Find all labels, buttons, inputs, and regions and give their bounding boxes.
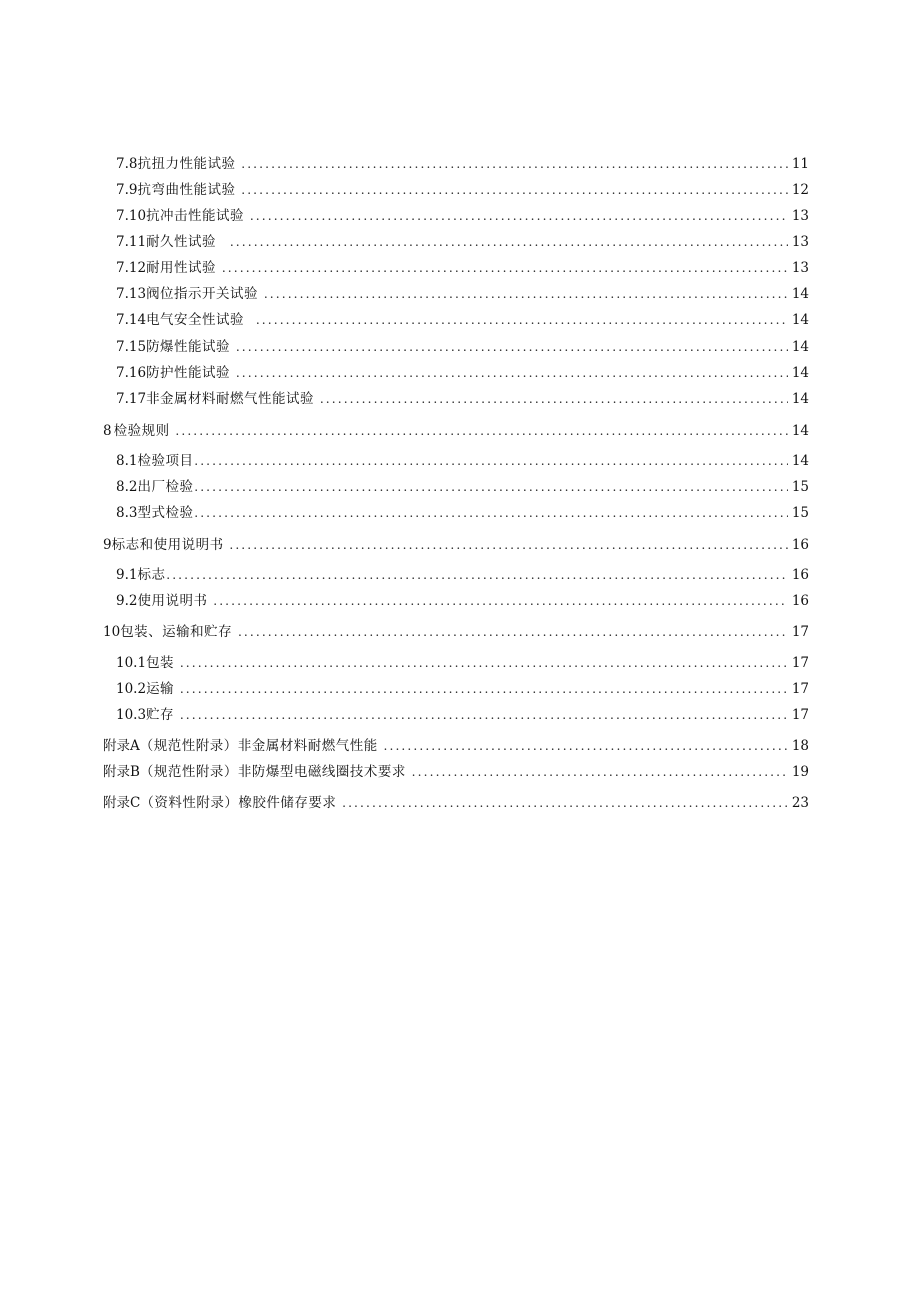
toc-leader-dots bbox=[230, 536, 788, 554]
toc-entry-appendix-a[interactable] bbox=[103, 737, 809, 755]
toc-entry-8[interactable] bbox=[103, 422, 809, 440]
toc-leader-dots bbox=[180, 680, 788, 698]
toc-entry-9-2[interactable] bbox=[116, 592, 809, 610]
toc-entry-page: 14 bbox=[791, 365, 809, 381]
toc-entry-8-1[interactable] bbox=[116, 452, 809, 470]
toc-entry-title: 包装 bbox=[146, 655, 175, 671]
toc-entry-title: 型式检验 bbox=[137, 505, 194, 521]
toc-leader-dots bbox=[320, 390, 788, 408]
toc-entry-page: 14 bbox=[791, 453, 809, 469]
toc-entry-number: 7.9 bbox=[116, 182, 138, 198]
toc-entry-7-8[interactable] bbox=[116, 155, 809, 173]
toc-entry-title: 电气安全性试验 bbox=[146, 312, 245, 328]
toc-entry-page: 17 bbox=[791, 624, 809, 640]
toc-entry-title: （资料性附录）橡胶件储存要求 bbox=[140, 795, 337, 811]
toc-entry-page: 17 bbox=[791, 707, 809, 723]
toc-entry-page: 15 bbox=[791, 479, 809, 495]
toc-leader-dots bbox=[180, 654, 788, 672]
toc-entry-page: 12 bbox=[791, 182, 809, 198]
toc-entry-number: 10.2 bbox=[116, 681, 147, 697]
toc-entry-title: 标志和使用说明书 bbox=[111, 537, 224, 553]
toc-entry-page: 13 bbox=[791, 260, 809, 276]
toc-entry-7-16[interactable] bbox=[116, 364, 809, 382]
toc-entry-page: 15 bbox=[791, 505, 809, 521]
toc-entry-title: 耐久性试验 bbox=[146, 234, 217, 250]
toc-entry-number: 7.14 bbox=[116, 312, 147, 328]
toc-entry-number: 9.1 bbox=[116, 567, 138, 583]
toc-leader-dots bbox=[213, 592, 787, 610]
toc-leader-dots bbox=[194, 478, 787, 496]
toc-leader-dots bbox=[194, 504, 787, 522]
toc-entry-page: 13 bbox=[791, 234, 809, 250]
toc-leader-dots bbox=[241, 181, 787, 199]
toc-leader-dots bbox=[384, 737, 788, 755]
toc-entry-7-14[interactable] bbox=[116, 311, 809, 329]
toc-entry-number: 8.1 bbox=[116, 453, 138, 469]
toc-entry-number: 7.13 bbox=[116, 286, 147, 302]
toc-entry-7-13[interactable] bbox=[116, 285, 809, 303]
toc-entry-title: 出厂检验 bbox=[137, 479, 194, 495]
toc-leader-dots bbox=[250, 207, 788, 225]
toc-entry-9-1[interactable] bbox=[116, 566, 809, 584]
toc-entry-number: 9.2 bbox=[116, 593, 138, 609]
toc-entry-page: 14 bbox=[791, 391, 809, 407]
toc-entry-number: 7.16 bbox=[116, 365, 147, 381]
toc-entry-number: 8.3 bbox=[116, 505, 138, 521]
toc-entry-title: 阀位指示开关试验 bbox=[146, 286, 259, 302]
toc-leader-dots bbox=[236, 364, 788, 382]
toc-entry-title: 检验项目 bbox=[137, 453, 194, 469]
toc-leader-dots bbox=[241, 155, 787, 173]
toc-entry-title: 标志 bbox=[137, 567, 166, 583]
toc-entry-8-3[interactable] bbox=[116, 504, 809, 522]
toc-entry-title: （规范性附录）非防爆型电磁线圈技术要求 bbox=[139, 764, 406, 780]
toc-entry-page: 11 bbox=[791, 156, 809, 172]
toc-entry-page: 13 bbox=[791, 208, 809, 224]
toc-leader-dots bbox=[236, 338, 788, 356]
toc-leader-dots bbox=[180, 706, 788, 724]
toc-entry-page: 17 bbox=[791, 681, 809, 697]
toc-entry-10-2[interactable] bbox=[116, 680, 809, 698]
toc-leader-dots bbox=[176, 422, 788, 440]
toc-leader-dots bbox=[238, 623, 788, 641]
toc-entry-page: 16 bbox=[791, 537, 809, 553]
toc-leader-dots bbox=[230, 233, 788, 251]
toc-leader-dots bbox=[342, 794, 787, 812]
toc-entry-7-9[interactable] bbox=[116, 181, 809, 199]
toc-entry-title: 检验规则 bbox=[113, 423, 170, 439]
toc-entry-8-2[interactable] bbox=[116, 478, 809, 496]
toc-entry-page: 18 bbox=[791, 738, 809, 754]
toc-leader-dots bbox=[264, 285, 788, 303]
toc-leader-dots bbox=[194, 452, 787, 470]
toc-entry-7-11[interactable] bbox=[116, 233, 809, 251]
toc-entry-page: 14 bbox=[791, 423, 809, 439]
toc-entry-title: 使用说明书 bbox=[137, 593, 208, 609]
toc-entry-number: 8 bbox=[103, 423, 112, 439]
toc-entry-9[interactable] bbox=[103, 536, 809, 554]
toc-entry-10-3[interactable] bbox=[116, 706, 809, 724]
toc-entry-appendix-b[interactable] bbox=[103, 763, 809, 781]
toc-entry-title: 贮存 bbox=[146, 707, 175, 723]
toc-leader-dots bbox=[256, 311, 788, 329]
toc-entry-page: 14 bbox=[791, 286, 809, 302]
toc-entry-page: 19 bbox=[791, 764, 809, 780]
toc-entry-number: 9 bbox=[103, 537, 112, 553]
toc-entry-10[interactable] bbox=[103, 623, 809, 641]
toc-entry-title: （规范性附录）非金属材料耐燃气性能 bbox=[139, 738, 378, 754]
toc-entry-appendix-c[interactable] bbox=[103, 794, 809, 812]
toc-entry-page: 14 bbox=[791, 312, 809, 328]
toc-entry-number: 7.8 bbox=[116, 156, 138, 172]
toc-entry-title: 运输 bbox=[146, 681, 175, 697]
toc-entry-title: 防护性能试验 bbox=[146, 365, 231, 381]
toc-entry-7-17[interactable] bbox=[116, 390, 809, 408]
toc-entry-title: 耐用性试验 bbox=[146, 260, 217, 276]
toc-entry-title: 抗弯曲性能试验 bbox=[137, 182, 236, 198]
toc-entry-title: 包装、运输和贮存 bbox=[120, 624, 233, 640]
toc-entry-title: 抗扭力性能试验 bbox=[137, 156, 236, 172]
toc-entry-number: 7.17 bbox=[116, 391, 147, 407]
toc-entry-number: 附录A bbox=[103, 738, 140, 754]
toc-entry-10-1[interactable] bbox=[116, 654, 809, 672]
toc-entry-number: 10.3 bbox=[116, 707, 147, 723]
toc-entry-number: 8.2 bbox=[116, 479, 138, 495]
toc-entry-page: 17 bbox=[791, 655, 809, 671]
toc-entry-7-15[interactable] bbox=[116, 338, 809, 356]
toc-entry-number: 附录B bbox=[103, 764, 140, 780]
toc-entry-number: 7.15 bbox=[116, 339, 147, 355]
toc-entry-number: 10.1 bbox=[116, 655, 147, 671]
toc-entry-title: 非金属材料耐燃气性能试验 bbox=[146, 391, 315, 407]
toc-entry-title: 抗冲击性能试验 bbox=[146, 208, 245, 224]
toc-entry-page: 16 bbox=[791, 567, 809, 583]
toc-entry-number: 7.12 bbox=[116, 260, 147, 276]
toc-leader-dots bbox=[222, 259, 788, 277]
toc-entry-page: 14 bbox=[791, 339, 809, 355]
toc-entry-page: 16 bbox=[791, 593, 809, 609]
toc-leader-dots bbox=[412, 763, 788, 781]
toc-entry-7-12[interactable] bbox=[116, 259, 809, 277]
toc-entry-number: 附录C bbox=[103, 795, 141, 811]
toc-leader-dots bbox=[166, 566, 787, 584]
toc-entry-title: 防爆性能试验 bbox=[146, 339, 231, 355]
toc-entry-number: 7.11 bbox=[116, 234, 147, 250]
toc-entry-page: 23 bbox=[791, 795, 809, 811]
toc-entry-7-10[interactable] bbox=[116, 207, 809, 225]
toc-entry-number: 7.10 bbox=[116, 208, 147, 224]
toc-entry-number: 10 bbox=[103, 624, 121, 640]
